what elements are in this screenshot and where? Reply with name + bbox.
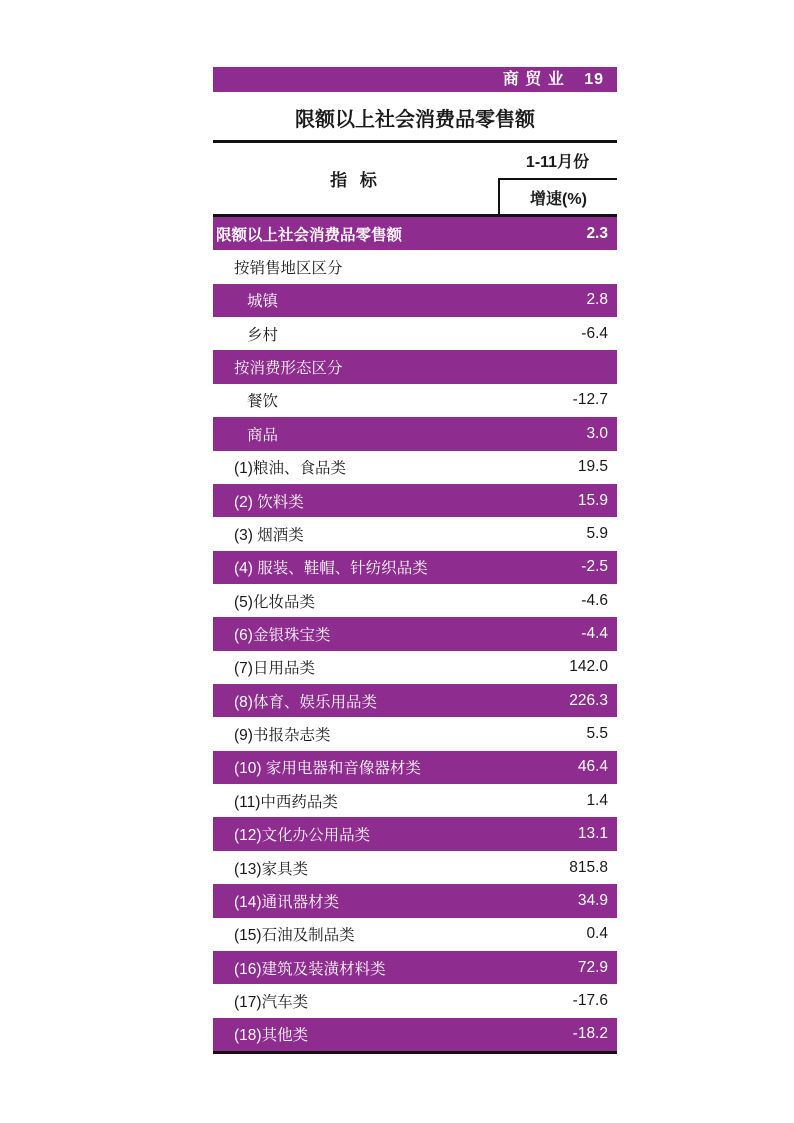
report-sheet bbox=[213, 67, 617, 1054]
row-label: (14)通讯器材类 bbox=[234, 893, 340, 911]
table-row bbox=[213, 617, 617, 650]
page-number: 19 bbox=[584, 71, 604, 88]
row-value: -4.6 bbox=[581, 591, 608, 609]
row-value: 46.4 bbox=[577, 758, 608, 776]
indicator-column-header: 指 标 bbox=[330, 171, 381, 190]
row-label: (9)书报杂志类 bbox=[234, 727, 331, 745]
row-value: 1.4 bbox=[586, 791, 608, 809]
row-label: (2) 饮料类 bbox=[234, 493, 304, 511]
row-label: (1)粮油、食品类 bbox=[234, 460, 346, 478]
metric-header: 增速(%) bbox=[498, 180, 617, 214]
table-row bbox=[213, 784, 617, 817]
table-row bbox=[213, 384, 617, 417]
row-label: (4) 服装、鞋帽、针纺织品类 bbox=[234, 560, 428, 578]
table-row bbox=[213, 984, 617, 1017]
row-value: -12.7 bbox=[572, 391, 608, 409]
row-label: (12)文化办公用品类 bbox=[234, 827, 371, 845]
row-label: (6)金银珠宝类 bbox=[234, 626, 331, 644]
row-label: (10) 家用电器和音像器材类 bbox=[234, 760, 421, 778]
row-value: 3.0 bbox=[586, 424, 608, 442]
table-row bbox=[213, 918, 617, 951]
row-value: 5.9 bbox=[586, 524, 608, 542]
row-value: -17.6 bbox=[572, 991, 608, 1009]
row-label: 乡村 bbox=[247, 326, 279, 344]
table-row bbox=[213, 517, 617, 550]
table-row bbox=[213, 451, 617, 484]
row-label: (16)建筑及装潢材料类 bbox=[234, 960, 386, 978]
table-row bbox=[213, 684, 617, 717]
table-row bbox=[213, 817, 617, 850]
row-label: 城镇 bbox=[247, 293, 279, 311]
row-value: 2.3 bbox=[586, 224, 608, 242]
row-label: 按消费形态区分 bbox=[234, 360, 343, 378]
row-label: (8)体育、娱乐用品类 bbox=[234, 693, 377, 711]
page-title: 限额以上社会消费品零售额 bbox=[295, 109, 535, 131]
row-value: 142.0 bbox=[569, 658, 608, 676]
row-value: 0.4 bbox=[586, 925, 608, 943]
value-column-header-group bbox=[498, 143, 617, 214]
row-value: -6.4 bbox=[581, 324, 608, 342]
row-label: (7)日用品类 bbox=[234, 660, 315, 678]
table-row bbox=[213, 250, 617, 283]
row-value: -18.2 bbox=[572, 1025, 608, 1043]
row-value: -4.4 bbox=[581, 624, 608, 642]
row-label: 餐饮 bbox=[247, 393, 279, 411]
table-row bbox=[213, 851, 617, 884]
table-row bbox=[213, 551, 617, 584]
row-value: 34.9 bbox=[577, 891, 608, 909]
row-value: 13.1 bbox=[577, 825, 608, 843]
row-value: 2.8 bbox=[586, 291, 608, 309]
row-label: (17)汽车类 bbox=[234, 993, 309, 1011]
section-title: 商 贸 业 bbox=[502, 71, 565, 88]
row-value: 15.9 bbox=[577, 491, 608, 509]
section-header-bar bbox=[213, 67, 617, 92]
table-body bbox=[213, 217, 617, 1054]
table-row bbox=[213, 217, 617, 250]
row-value: 5.5 bbox=[586, 725, 608, 743]
table-row bbox=[213, 584, 617, 617]
table-row bbox=[213, 417, 617, 450]
table-row bbox=[213, 884, 617, 917]
period-header: 1-11月份 bbox=[498, 143, 617, 180]
table-row bbox=[213, 717, 617, 750]
table-row bbox=[213, 484, 617, 517]
row-value: -2.5 bbox=[581, 558, 608, 576]
row-value: 72.9 bbox=[577, 958, 608, 976]
table-header bbox=[213, 140, 617, 217]
row-label: (18)其他类 bbox=[234, 1027, 309, 1045]
table-row bbox=[213, 317, 617, 350]
row-label: 按销售地区区分 bbox=[234, 260, 343, 278]
row-label: 商品 bbox=[247, 426, 279, 444]
table-row bbox=[213, 651, 617, 684]
table-row bbox=[213, 751, 617, 784]
row-label: (5)化妆品类 bbox=[234, 593, 315, 611]
row-label: (13)家具类 bbox=[234, 860, 309, 878]
row-label: (11)中西药品类 bbox=[234, 793, 338, 811]
row-label: (3) 烟酒类 bbox=[234, 526, 304, 544]
row-value: 226.3 bbox=[569, 691, 608, 709]
row-label: 限额以上社会消费品零售额 bbox=[216, 226, 403, 244]
row-label: (15)石油及制品类 bbox=[234, 927, 355, 945]
table-row bbox=[213, 350, 617, 383]
row-value: 19.5 bbox=[577, 458, 608, 476]
row-value: 815.8 bbox=[569, 858, 608, 876]
table-row bbox=[213, 284, 617, 317]
table-row bbox=[213, 1018, 617, 1051]
table-row bbox=[213, 951, 617, 984]
